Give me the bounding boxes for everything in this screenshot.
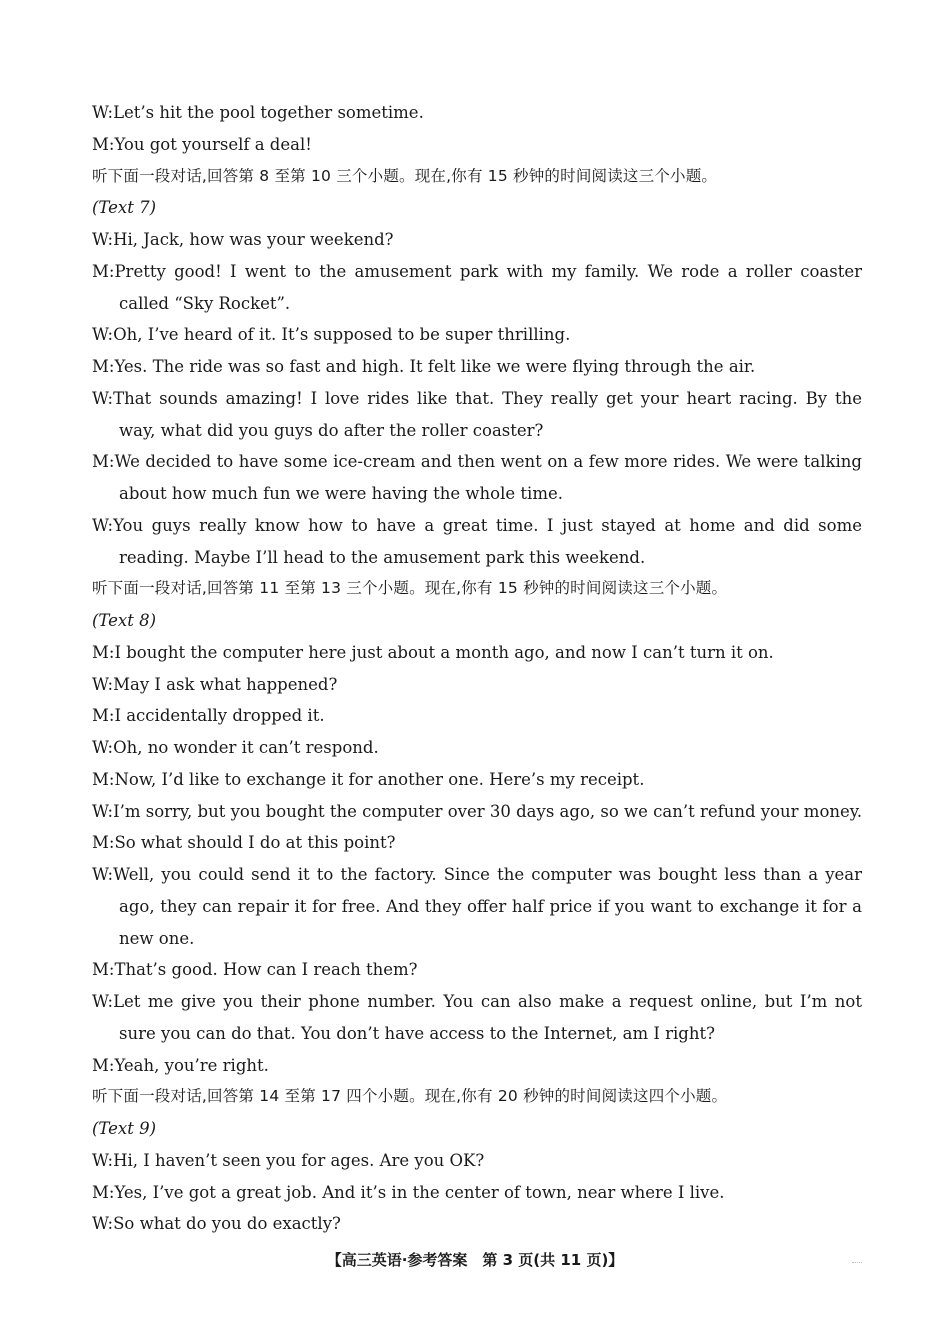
document-body <box>92 97 862 1240</box>
dialogue-line: W:You guys really know how to have a great time. I just stayed at home and did some reading. Maybe I’ll head to the amusement park this weekend. <box>92 515 862 567</box>
section-instruction: 听下面一段对话,回答第 14 至第 17 四个小题。现在,你有 20 秒钟的时间阅读这四个小题。 <box>92 1087 728 1106</box>
dialogue-line: W:Let me give you their phone number. You can also make a request online, but I’m not sure you can do that. You don’t have access to the Internet, am I right? <box>92 992 862 1043</box>
dialogue-line: W:So what do you do exactly? <box>92 1214 341 1234</box>
dialogue-line: M:Pretty good! I went to the amusement park with my family. We rode a roller coaster called “Sky Rocket”. <box>92 261 862 313</box>
dialogue-line: M:Now, I’d like to exchange it for another one. Here’s my receipt. <box>92 769 645 789</box>
dialogue-line: M:That’s good. How can I reach them? <box>92 960 418 980</box>
page-footer: 【高三英语·参考答案 第 3 页(共 11 页)】 <box>326 1251 624 1269</box>
dialogue-line: W:That sounds amazing! I love rides like that. They really get your heart racing. By the way, what did you guys do after the roller coaster? <box>92 388 862 440</box>
text-label: (Text 8) <box>92 611 157 630</box>
dialogue-line: M:Yeah, you’re right. <box>92 1055 269 1075</box>
dialogue-line: M:Yes, I’ve got a great job. And it’s in the center of town, near where I live. <box>92 1182 725 1202</box>
dialogue-line: W:Oh, no wonder it can’t respond. <box>92 738 379 757</box>
dialogue-line: W:Well, you could send it to the factory. Since the computer was bought less than a year ago, they can repair it for free. And they offer half price if you want to exchange it for a new one. <box>92 865 862 948</box>
text-label: (Text 7) <box>92 198 157 218</box>
dialogue-line: M:We decided to have some ice-cream and then went on a few more rides. We were talking about how much fun we were having the whole time. <box>92 452 862 503</box>
dialogue-line: W:Hi, I haven’t seen you for ages. Are you OK? <box>92 1150 485 1170</box>
dialogue-line: W:Hi, Jack, how was your weekend? <box>92 230 394 249</box>
dialogue-line: W:Let’s hit the pool together sometime. <box>92 103 424 122</box>
section-instruction: 听下面一段对话,回答第 8 至第 10 三个小题。现在,你有 15 秒钟的时间阅读这三个小题。 <box>92 166 718 185</box>
dialogue-line: W:Oh, I’ve heard of it. It’s supposed to be super thrilling. <box>92 325 571 345</box>
dialogue-line: M:You got yourself a deal! <box>92 134 312 154</box>
dialogue-line: W:I’m sorry, but you bought the computer over 30 days ago, so we can’t refund your money. <box>92 801 863 821</box>
dialogue-line: M:So what should I do at this point? <box>92 833 396 853</box>
text-label: (Text 9) <box>92 1119 157 1138</box>
dialogue-line: M:Yes. The ride was so fast and high. It felt like we were flying through the air. <box>92 357 756 376</box>
footer-dots <box>852 1262 862 1264</box>
dialogue-line: M:I accidentally dropped it. <box>92 706 325 726</box>
section-instruction: 听下面一段对话,回答第 11 至第 13 三个小题。现在,你有 15 秒钟的时间阅读这三个小题。 <box>92 579 728 598</box>
dialogue-line: W:May I ask what happened? <box>92 674 338 694</box>
dialogue-line: M:I bought the computer here just about a month ago, and now I can’t turn it on. <box>92 642 774 662</box>
